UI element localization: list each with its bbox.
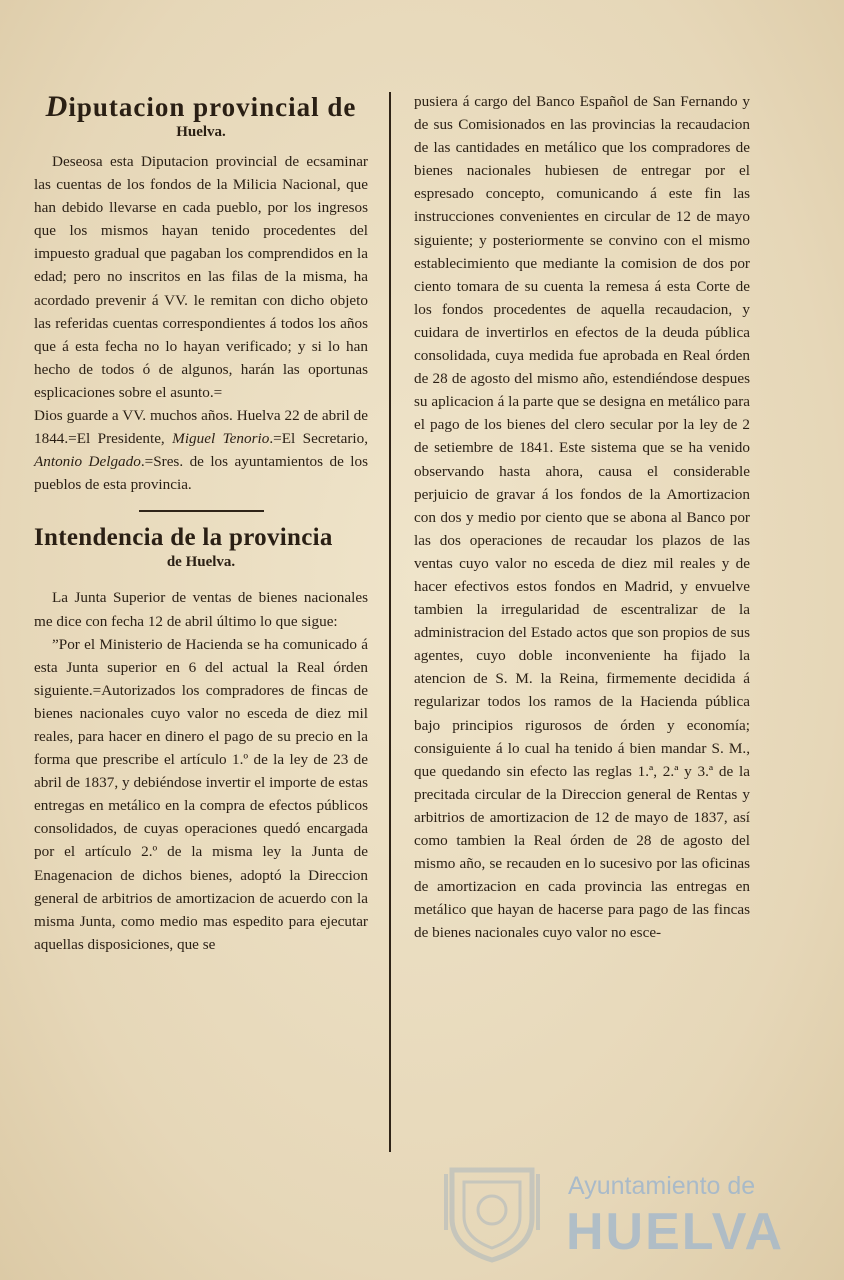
- section1-subtitle: Huelva.: [176, 124, 226, 140]
- watermark-line2: HUELVA: [566, 1203, 785, 1261]
- section-divider: [139, 510, 264, 512]
- section1-closing-b: .=El Secretario,: [269, 430, 368, 448]
- section1-title-initial: D: [45, 90, 69, 123]
- section1-signature-secretary: Antonio Delgado: [34, 453, 141, 471]
- section2-title: Intendencia de la provincia: [34, 524, 333, 552]
- section1-closing-c: .=Sres. de los ayuntamientos de los pueblos de esta provincia.: [34, 453, 368, 494]
- section1-closing-a: Dios guarde a VV. muchos años. Huelva 22 de abril de 1844.=El Presidente,: [34, 407, 368, 448]
- section1-title-text: iputacion provincial de: [68, 92, 357, 122]
- watermark-line1: Ayuntamiento de: [568, 1172, 756, 1200]
- section1-body: Deseosa esta Diputacion provincial de ecsaminar las cuentas de los fondos de la Milicia Nacional, que han debido llevarse en cada pueblo, por los ingresos que los mismos hayan tenido procedentes del impuesto gradual que pagaban los comprendidos en la edad; pero no inscritos en las filas de la misma, ha acordado prevenir á VV. le remitan con dicho objeto las referidas cuentas correspondientes á todos los años que á esta fecha no lo hayan verificado; y si lo han hecho de todos ó de algunos, harán las oportunas esplicaciones sobre el asunto.=: [34, 153, 368, 401]
- archive-watermark: [430, 1152, 830, 1272]
- right-column: [414, 90, 750, 944]
- left-column: [34, 92, 368, 956]
- right-column-body: pusiera á cargo del Banco Español de San Fernando y de sus Comisionados en las provincias la recaudacion de las cantidades en metálico que los compradores de bienes nacionales hubiesen de entregar por el espresado concepto, comunicando á este fin las instrucciones convenientes en circular de 12 de mayo siguiente; y posteriormente se convino con el mismo establecimiento que mediante la comision de dos por ciento tomara de su cuenta la remesa á esta Corte de los fondos procedentes de aquella recaudacion, y cuidara de invertirlos en efectos de la deuda pública consolidada, cuya medida fue aprobada en Real órden de 28 de agosto del mismo año, estendiéndose despues su aplicacion á la parte que se designa en metálico para el pago de los bienes del clero secular por la ley de 2 de setiembre de 1841. Este sistema que se ha venido observando hasta ahora, causa el considerable perjuicio de gravar á los fondos de la Amortizacion con dos y medio por ciento que se abona al Banco por las dos operaciones de recaudar los plazos de las ventas cuyo valor no esceda de diez mil reales y de hacer efectivos estos fondos en Madrid, y envuelve tambien la irregularidad de escentralizar de la administracion del Estado actos que son propios de sus agentes, cuyo doble inconveniente ha fijado la atencion de S. M. la Reina, firmemente decidida á regularizar todos los ramos de la Hacienda pública bajo principios rigurosos de órden y economía; consiguiente á lo cual ha tenido á bien mandar S. M., que quedando sin efecto las reglas 1.ª, 2.ª y 3.ª de la precitada circular de la Direccion general de Rentas y arbitrios de amortizacion de 12 de mayo de 1837, así como tambien la Real órden de 28 de agosto del mismo año, se recauden en lo sucesivo por las oficinas de amortizacion en cada provincia las entregas en metálico que hayan de hacerse para pago de las fincas de bienes nacionales cuyo valor no esce-: [414, 93, 750, 942]
- coat-of-arms-icon: [438, 1160, 546, 1264]
- section2-subtitle: de Huelva.: [166, 554, 236, 571]
- section2-paragraph-1: La Junta Superior de ventas de bienes nacionales me dice con fecha 12 de abril último lo que sigue:: [34, 589, 368, 630]
- section1-closing: [34, 404, 368, 496]
- section1-signature-president: Miguel Tenorio: [172, 430, 270, 448]
- column-divider: [389, 92, 391, 1152]
- section1-title: [34, 92, 368, 122]
- section2-paragraph-2: ”Por el Ministerio de Hacienda se ha comunicado á esta Junta superior en 6 del actual la Real órden siguiente.=Autorizados los compradores de fincas de bienes nacionales cuyo valor no esceda de diez mil reales, para hacer en dinero el pago de su precio en la forma que prescribe el artículo 1.º de la ley de 23 de abril de 1837, y debiéndose invertir el importe de estas entregas en metálico en la compra de efectos públicos consolidados, de cuyas operaciones quedó encargada por el artículo 2.º de la misma ley la Junta de Enagenacion de dichos bienes, adoptó la Direccion general de arbitrios de amortizacion de acuerdo con la misma Junta, como medio mas espedito para ejecutar aquellas disposiciones, que se: [34, 635, 368, 953]
